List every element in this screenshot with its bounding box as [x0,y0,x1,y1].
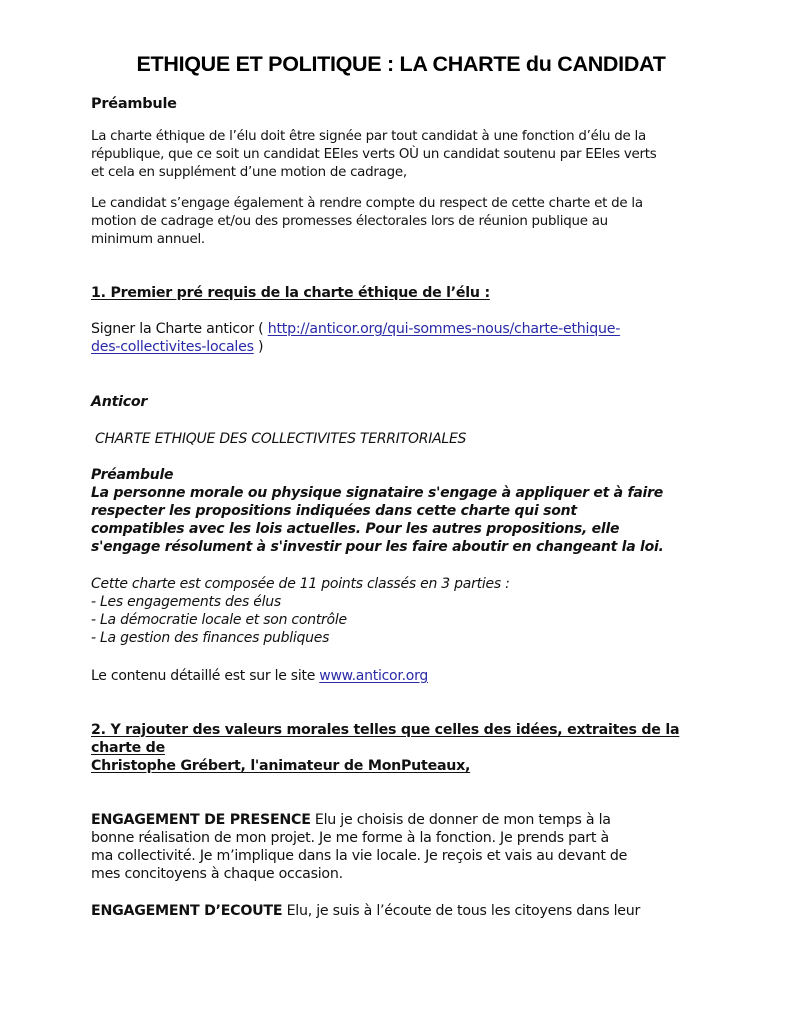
preamble-heading: Préambule [91,96,177,112]
charter-preamble-text: La personne morale ou physique signataire s'engage à appliquer et à faire respecter les propositions indiquées dans cette charte qui sont compatibles avec les lois actuelles. Pour les autres propositions, elle s'engage résolument à s'investir pour les faire aboutir en changeant la loi. [91,485,664,555]
charter-preamble-heading: Préambule [91,467,174,483]
anticor-label: Anticor [91,394,148,410]
document-title: ETHIQUE ET POLITIQUE : LA CHARTE du CANDIDAT [136,52,666,76]
charter-title: CHARTE ETHIQUE DES COLLECTIVITES TERRITORIALES [95,431,467,447]
engagement-ecoute: ENGAGEMENT D’ECOUTE Elu, je suis à l’écoute de tous les citoyens dans leur [91,903,641,919]
anticor-charter-link[interactable]: http://anticor.org/qui-sommes-nous/charte-ethique- [267,321,621,337]
anticor-charter-link-continued[interactable]: des-collectivites-locales [91,339,254,355]
anticor-site-link[interactable]: www.anticor.org [319,668,429,684]
preamble-paragraph-2: Le candidat s’engage également à rendre compte du respect de cette charte et de la motion de cadrage et/ou des promesses électorales lors de réunion publique au minimum annuel. [91,196,643,247]
engagement-presence-label: ENGAGEMENT DE PRESENCE [91,812,311,828]
preamble-paragraph-1: La charte éthique de l’élu doit être signée par tout candidat à une fonction d’élu de la république, que ce soit un candidat EEles verts OÙ un candidat soutenu par EEles verts et cela en supplément d’une motion de cadrage, [91,129,657,180]
detail-line: Le contenu détaillé est sur le site www.anticor.org [91,668,429,684]
section-1-heading: 1. Premier pré requis de la charte éthique de l’élu : [91,285,490,301]
sign-charter-line: Signer la Charte anticor ( http://anticor.org/qui-sommes-nous/charte-ethique- des-collectivites-locales ) [91,321,621,355]
charter-composition: Cette charte est composée de 11 points classés en 3 parties : - Les engagements des élus - La démocratie locale et son contrôle - La gestion des finances publiques [91,576,510,646]
engagement-ecoute-label: ENGAGEMENT D’ECOUTE [91,903,283,919]
engagement-presence: ENGAGEMENT DE PRESENCE Elu je choisis de donner de mon temps à la bonne réalisation de mon projet. Je me forme à la fonction. Je prends part à ma collectivité. Je m’implique dans la vie locale. Je reçois et vais au devant de mes concitoyens à chaque occasion. [91,812,628,882]
section-2-heading: 2. Y rajouter des valeurs morales telles que celles des idées, extraites de la charte de Christophe Grébert, l'animateur de MonPuteaux, [91,722,680,774]
